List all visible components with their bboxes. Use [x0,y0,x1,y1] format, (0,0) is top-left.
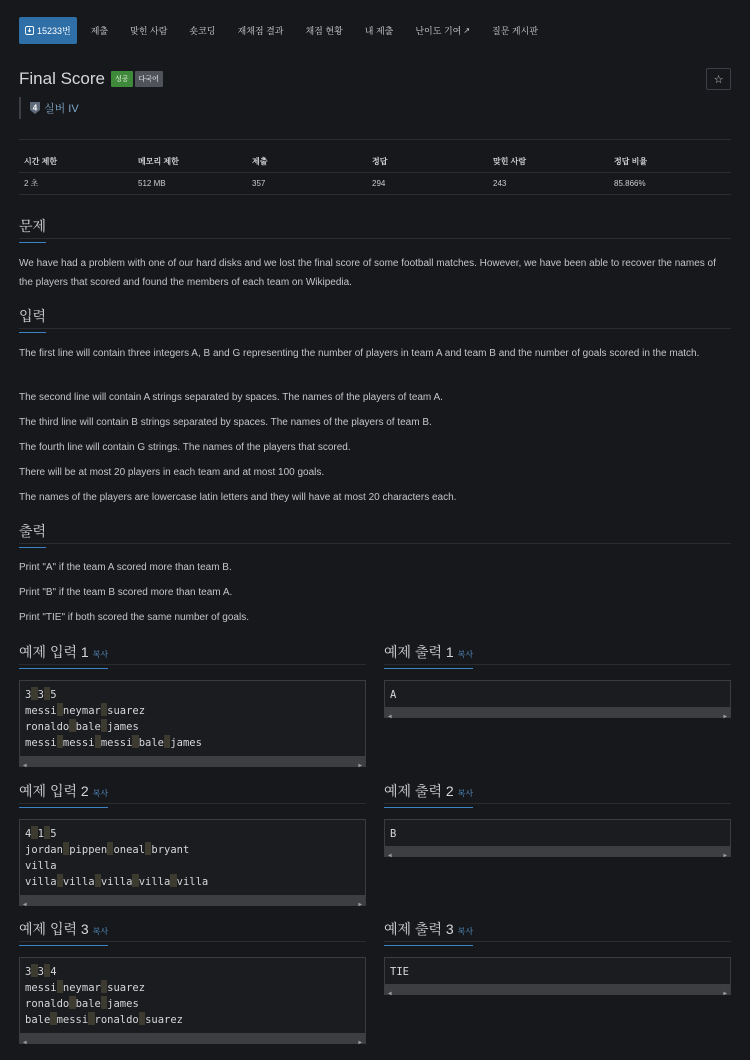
copy-button[interactable]: 복사 [457,650,474,659]
info-header: 정답 비율 [614,157,648,166]
problem-description: We have had a problem with one of our hard disks and we lost the final score of some football matches. However, we have been able to recover the names of the players that scored and found the members of each team on Wikipedia. [19,258,716,288]
info-header: 제출 [252,157,268,166]
external-link-icon: ↗ [463,26,471,35]
sample-output-line: B [390,828,397,840]
example-input-title-text: 예제 입력 1 [19,644,89,660]
section-title-output: 출력 [19,521,46,548]
scroll-left-icon[interactable]: ◀ [388,990,392,997]
tab-short-coding-label: 숏코딩 [189,26,216,36]
sample-token: oneal [113,844,146,856]
tab-submit[interactable] [83,17,116,44]
tab-difficulty-label: 난이도 기여 [415,26,462,36]
info-header: 맞힌 사람 [493,157,527,166]
sample-input-line [25,719,360,735]
sample-token: 5 [50,828,57,840]
scroll-left-icon[interactable]: ◀ [23,901,27,908]
horizontal-scrollbar[interactable] [385,707,730,720]
example-divider [384,803,731,804]
sample-output-box[interactable] [384,819,731,857]
divider [19,139,731,140]
info-value: 243 [493,179,507,188]
sample-token: bryant [151,844,190,856]
info-value: 85.866% [614,179,646,188]
example-divider [19,803,366,804]
tab-rejudge-label: 재채점 결과 [237,26,284,36]
sample-token: james [170,737,202,749]
scroll-left-icon[interactable]: ◀ [23,762,27,769]
input-description-line: The fourth line will contain G strings. The names of the players that scored. [19,442,351,453]
horizontal-scrollbar[interactable] [20,895,365,908]
sample-token: messi [25,982,57,994]
section-divider [19,543,731,544]
tier-icon [30,102,40,114]
status-badge: 성공 [111,71,133,87]
problem-info-table [19,151,731,195]
tab-my-submissions-label: 내 제출 [364,26,394,36]
input-description-line: The names of the players are lowercase latin letters and they will have at most 20 characters each. [19,492,457,503]
tab-status[interactable] [297,17,350,44]
sample-token: villa [100,876,133,888]
sample-token: 5 [50,689,57,701]
sample-token: suarez [145,1014,183,1026]
info-value-row [19,173,731,195]
tier-block [19,97,79,119]
input-description-line: The first line will contain three integers A, B and G representing the number of players in team A and team B and the number of goals scored in the match. [19,348,700,359]
scroll-right-icon[interactable]: ▶ [358,762,362,769]
scroll-right-icon[interactable]: ▶ [723,852,727,859]
info-value: 294 [372,179,386,188]
sample-token: messi [25,737,57,749]
section-title-input: 입력 [19,306,46,333]
sample-token: ronaldo [25,721,70,733]
sample-token: 4 [25,828,32,840]
sample-token: bale [25,1014,51,1026]
sample-token: villa [25,876,57,888]
info-value: 2 초 [24,179,39,188]
example-divider [19,941,366,942]
favorite-button[interactable] [706,68,731,90]
tab-problem[interactable] [19,17,77,44]
download-icon [25,26,34,35]
tab-questions[interactable] [484,17,546,44]
tab-difficulty[interactable] [407,17,478,44]
input-description-line: The third line will contain B strings separated by spaces. The names of the players of team B. [19,417,432,428]
output-description-line: Print "TIE" if both scored the same number of goals. [19,612,249,623]
horizontal-scrollbar[interactable] [385,846,730,859]
sample-token: suarez [107,705,146,717]
info-header: 정답 [372,157,388,166]
tier-icon-number: 4 [32,103,38,113]
tab-rejudge[interactable] [230,17,292,44]
example-input-title-text: 예제 입력 2 [19,783,89,799]
horizontal-scrollbar[interactable] [385,984,730,997]
example-divider [19,664,366,665]
sample-input-line [25,842,360,858]
sample-token: suarez [107,982,146,994]
sample-token: 3 [37,689,44,701]
sample-input-box[interactable] [19,819,366,906]
copy-button[interactable]: 복사 [92,789,109,798]
scroll-left-icon[interactable]: ◀ [23,1039,27,1046]
tab-status-label: 채점 현황 [305,26,343,36]
sample-output-box[interactable] [384,957,731,995]
sample-token: messi [25,705,57,717]
example-divider [384,941,731,942]
tab-solved-users-label: 맞힌 사람 [130,26,168,36]
sample-input-line [25,858,360,874]
sample-token: jordan [25,844,63,856]
language-badge: 다국어 [135,71,163,87]
scroll-right-icon[interactable]: ▶ [723,713,727,720]
problem-header [19,69,165,89]
info-value: 512 MB [138,179,166,188]
info-value: 357 [252,179,266,188]
horizontal-scrollbar[interactable] [20,1033,365,1046]
copy-button[interactable]: 복사 [92,650,109,659]
tab-submit-label: 제출 [90,26,109,36]
tab-my-submissions[interactable] [357,17,402,44]
sample-token: 3 [37,966,44,978]
example-output-title-text: 예제 출력 3 [384,921,454,937]
sample-input-line [25,980,360,996]
scroll-left-icon[interactable]: ◀ [388,713,392,720]
info-header: 메모리 제한 [138,157,179,166]
tab-short-coding[interactable] [181,17,223,44]
sample-token: 3 [25,966,32,978]
sample-output-line: TIE [390,966,409,978]
scroll-right-icon[interactable]: ▶ [358,1039,362,1046]
sample-token: 1 [37,828,44,840]
sample-token: villa [62,876,95,888]
section-title-problem: 문제 [19,216,46,243]
sample-output-line: A [390,689,397,701]
output-description-line: Print "A" if the team A scored more than team B. [19,562,232,573]
sample-token: 4 [50,966,57,978]
horizontal-scrollbar[interactable] [20,756,365,769]
sample-input-line [25,687,360,703]
input-description-line: There will be at most 20 players in each team and at most 100 goals. [19,467,325,478]
example-input-title-text: 예제 입력 3 [19,921,89,937]
example-output-title-text: 예제 출력 1 [384,644,454,660]
copy-button[interactable]: 복사 [457,789,474,798]
example-divider [384,664,731,665]
sample-input-box[interactable] [19,957,366,1044]
tab-solved-users[interactable] [122,17,175,44]
sample-input-line [25,703,360,719]
sample-token: 3 [25,689,32,701]
scroll-right-icon[interactable]: ▶ [358,901,362,908]
sample-token: messi [100,737,133,749]
problem-title: Final Score [19,69,105,88]
example-output-title-text: 예제 출력 2 [384,783,454,799]
tab-problem-label: 15233번 [37,26,71,36]
sample-input-line [25,996,360,1012]
sample-input-line [25,964,360,980]
sample-token: james [107,998,139,1010]
sample-token: villa [138,876,171,888]
sample-token: villa [176,876,209,888]
sample-token: messi [62,737,95,749]
sample-input-line [25,735,360,751]
sample-token: james [107,721,139,733]
scroll-left-icon[interactable]: ◀ [388,852,392,859]
input-description-line: The second line will contain A strings separated by spaces. The names of the players of team A. [19,392,443,403]
sample-token: bale [138,737,165,749]
copy-button[interactable]: 복사 [457,927,474,936]
scroll-right-icon[interactable]: ▶ [723,990,727,997]
sample-input-line [25,874,360,890]
output-description-line: Print "B" if the team B scored more than team A. [19,587,233,598]
sample-token: messi [56,1014,89,1026]
tab-questions-label: 질문 게시판 [492,26,539,36]
sample-token: bale [75,998,101,1010]
sample-input-line [25,826,360,842]
problem-nav [19,17,552,44]
sample-input-line [25,1012,360,1028]
sample-output-box[interactable] [384,680,731,718]
sample-token: villa [25,860,57,872]
sample-token: bale [75,721,101,733]
sample-input-box[interactable] [19,680,366,767]
sample-token: pippen [69,844,108,856]
sample-token: ronaldo [94,1014,139,1026]
sample-token: neymar [62,705,101,717]
tier-label: 실버 IV [44,103,79,115]
sample-token: neymar [62,982,101,994]
info-header: 시간 제한 [24,157,58,166]
star-icon: ☆ [713,73,724,86]
sample-token: ronaldo [25,998,70,1010]
section-divider [19,238,731,239]
section-divider [19,328,731,329]
info-header-row [19,151,731,173]
copy-button[interactable]: 복사 [92,927,109,936]
